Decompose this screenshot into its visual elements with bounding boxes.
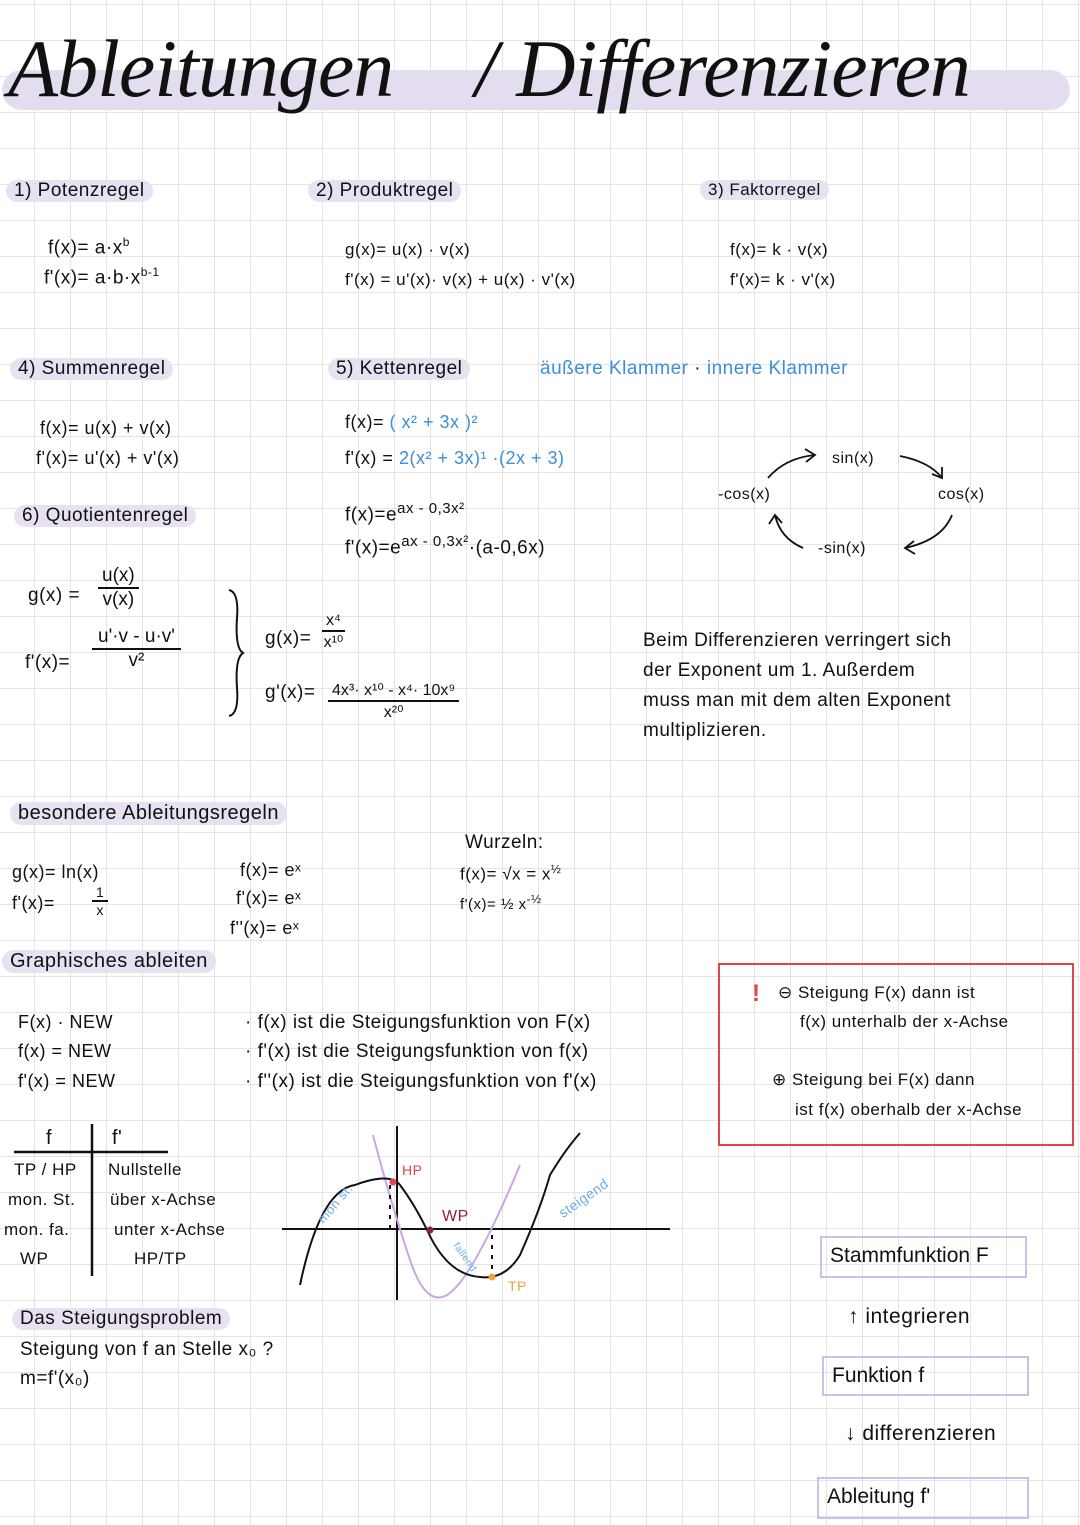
graph-bullet: · f(x) ist die Steigungsfunktion von F(x)	[245, 1012, 591, 1033]
heading-besondere: besondere Ableitungsregeln	[10, 802, 287, 825]
graph-bullet: · f''(x) ist die Steigungsfunktion von f'(x)	[245, 1071, 597, 1092]
function-curve	[300, 1133, 580, 1285]
note-line: multiplizieren.	[643, 720, 767, 741]
wurzel-fp-base: f'(x)= ½ x	[460, 896, 527, 913]
note-line: Beim Differenzieren verringert sich	[643, 630, 952, 651]
box-funktion: Funktion f	[822, 1356, 1029, 1396]
table-head-f: f	[46, 1127, 53, 1149]
e-f: f(x)= eˣ	[240, 860, 302, 880]
quot-ex-fp-label: g'(x)=	[265, 682, 316, 703]
heading-graphisch: Graphisches ableiten	[2, 950, 216, 973]
note-line: der Exponent um 1. Außerdem	[643, 660, 916, 681]
box-stammfunktion: Stammfunktion F	[820, 1236, 1027, 1278]
table-cell: mon. St.	[8, 1190, 76, 1209]
table-cell: HP/TP	[134, 1249, 187, 1268]
problem-line2: m=f'(x₀)	[20, 1368, 90, 1389]
ln-fp: f'(x)=	[12, 893, 55, 913]
label-fallend: fallend	[450, 1240, 479, 1275]
cycle-sin: sin(x)	[832, 450, 875, 467]
numerator: 4x³· x¹⁰ - x⁴· 10x⁹	[328, 680, 459, 702]
label-wp: WP	[442, 1208, 469, 1225]
denominator: v(x)	[102, 589, 135, 610]
graph-bullet: · f'(x) ist die Steigungsfunktion von f(x)	[245, 1041, 589, 1062]
table-cell: mon. fa.	[4, 1220, 70, 1239]
wurzel-f-exp: ½	[550, 862, 562, 876]
graph-left-line: f'(x) = NEW	[18, 1071, 116, 1091]
cycle-neg-cos: -cos(x)	[718, 486, 771, 503]
hp-point	[390, 1179, 397, 1186]
numerator: u'·v - u·v'	[92, 626, 181, 650]
wurzel-f-base: f(x)= √x = x	[460, 864, 551, 884]
potenz-f-exp: b	[122, 235, 130, 249]
cycle-neg-sin: -sin(x)	[818, 540, 866, 557]
potenz-f-base: f(x)= a·x	[48, 237, 123, 259]
graph-left-line: F(x) · NEW	[18, 1012, 113, 1032]
potenz-fp-exp: b-1	[140, 265, 160, 279]
kette-fp-outer: 2(x² + 3x)¹	[398, 448, 487, 468]
table-cell: Nullstelle	[108, 1160, 182, 1179]
heading-quotientenregel: 6) Quotientenregel	[14, 505, 196, 527]
redbox-plus-line2: ist f(x) oberhalb der x-Achse	[795, 1100, 1023, 1119]
title-ableitungen: Ableitungen	[8, 23, 394, 114]
kette-e-fp-base: f'(x)=e	[345, 537, 402, 559]
heading-summenregel: 4) Summenregel	[10, 358, 173, 380]
heading-kettenregel: 5) Kettenregel	[328, 358, 470, 380]
summe-fp: f'(x)= u'(x) + v'(x)	[36, 448, 180, 468]
redbox-minus-line2: f(x) unterhalb der x-Achse	[800, 1012, 1009, 1031]
potenz-fp-base: f'(x)= a·b·x	[44, 267, 141, 289]
ln-f: g(x)= ln(x)	[12, 862, 100, 882]
note-line: muss man mit dem alten Exponent	[643, 690, 952, 711]
dot: ·	[694, 358, 702, 379]
title-differenzieren: / Differenzieren	[475, 23, 970, 114]
kette-fp-inner: ·(2x + 3)	[486, 448, 565, 468]
label-tp: TP	[508, 1278, 527, 1294]
wp-point	[427, 1227, 434, 1234]
denominator: v²	[128, 650, 145, 671]
graph-left-line: f(x) = NEW	[18, 1041, 112, 1061]
label-hp: HP	[402, 1162, 423, 1178]
quot-g-label: g(x) =	[28, 585, 81, 606]
kette-f-pre: f(x)=	[345, 412, 390, 432]
heading-faktorregel: 3) Faktorregel	[700, 180, 829, 200]
summe-f: f(x)= u(x) + v(x)	[40, 418, 172, 438]
kette-e-f-base: f(x)=e	[345, 504, 398, 526]
kette-e-f-exp: ax - 0,3x²	[397, 500, 465, 517]
table-cell: über x-Achse	[110, 1190, 217, 1209]
numerator: 1	[92, 884, 108, 902]
problem-line1: Steigung von f an Stelle x₀ ?	[20, 1339, 274, 1360]
denominator: x²⁰	[383, 704, 404, 721]
kette-fp-pre: f'(x) =	[345, 448, 399, 468]
table-cell: WP	[20, 1249, 49, 1268]
exclamation-icon: !	[752, 980, 761, 1007]
table-head-fp: f'	[112, 1127, 123, 1149]
label-steigend: steigend	[555, 1175, 612, 1221]
faktor-fp: f'(x)= k · v'(x)	[730, 270, 836, 289]
inner-bracket-label: innere Klammer	[706, 358, 848, 379]
redbox-plus-line1: ⊕ Steigung bei F(x) dann	[772, 1070, 975, 1089]
kette-e-fp-exp: ax - 0,3x²	[401, 533, 469, 550]
kette-e-fp-rest: ·(a-0,6x)	[468, 537, 546, 559]
heading-produktregel: 2) Produktregel	[308, 180, 461, 202]
denominator: x	[96, 902, 104, 918]
heading-potenzregel: 1) Potenzregel	[6, 180, 153, 202]
label-integrieren: ↑ integrieren	[848, 1305, 971, 1328]
e-fp: f'(x)= eˣ	[236, 888, 302, 908]
wurzel-fp-exp: -½	[526, 892, 542, 906]
table-cell: unter x-Achse	[114, 1220, 226, 1239]
label-mon-st: mon st.	[314, 1181, 356, 1226]
tp-point	[489, 1274, 496, 1281]
box-ableitung: Ableitung f'	[817, 1477, 1029, 1519]
numerator: u(x)	[98, 565, 139, 589]
table-cell: TP / HP	[14, 1160, 77, 1179]
denominator: x¹⁰	[323, 634, 344, 651]
heading-steigungsproblem: Das Steigungsproblem	[12, 1308, 230, 1330]
outer-bracket-label: äußere Klammer	[540, 358, 689, 379]
cycle-cos: cos(x)	[938, 486, 985, 503]
quot-ex-g-label: g(x)=	[265, 628, 312, 649]
kette-f-inner: ( x² + 3x )²	[389, 412, 479, 432]
faktor-f: f(x)= k · v(x)	[730, 240, 829, 259]
e-fpp: f''(x)= eˣ	[230, 918, 300, 938]
redbox-minus-line1: ⊖ Steigung F(x) dann ist	[778, 983, 976, 1002]
produkt-f: g(x)= u(x) · v(x)	[345, 240, 471, 259]
numerator: x⁴	[322, 612, 345, 632]
wurzel-heading: Wurzeln:	[465, 832, 544, 853]
produkt-fp: f'(x) = u'(x)· v(x) + u(x) · v'(x)	[345, 270, 576, 289]
label-differenzieren: ↓ differenzieren	[845, 1422, 997, 1445]
quot-fp-label: f'(x)=	[25, 652, 71, 673]
